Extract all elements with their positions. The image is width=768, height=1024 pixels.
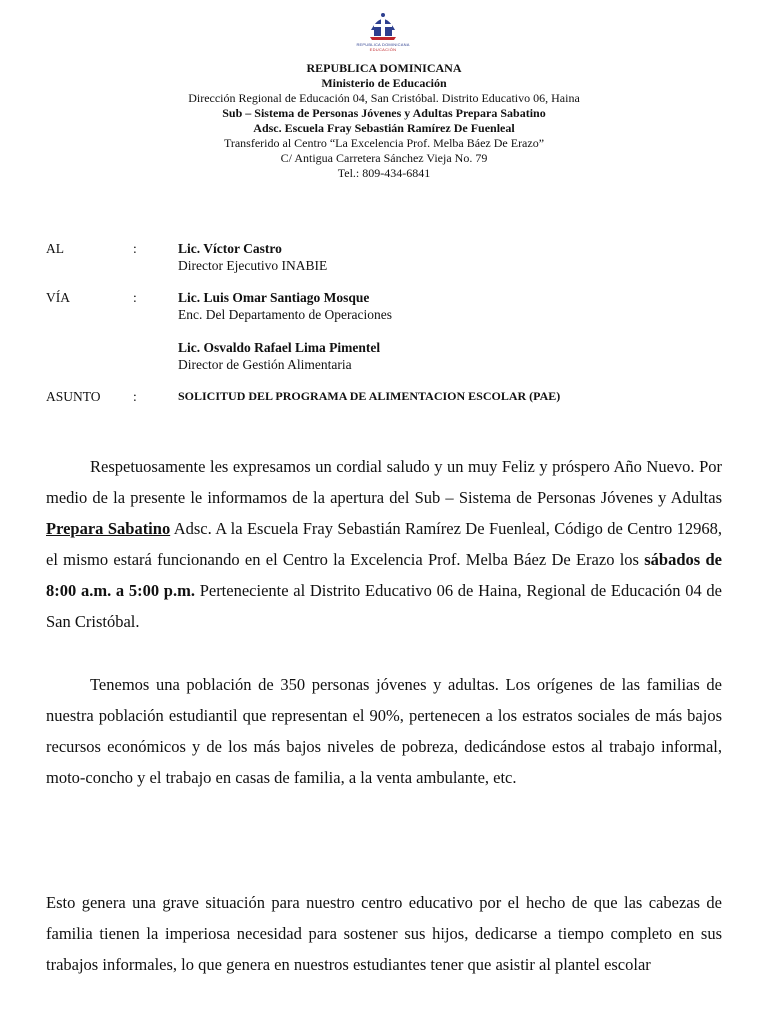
p1-text-b: Adsc. A la Escuela Fray Sebastián Ramírez De Fuenleal, Código de Centro 12968, el mismo estará funcionando en el Centro la Excelencia Prof. Melba Báez De Erazo los	[46, 519, 722, 569]
memo-to-colon: :	[133, 241, 137, 256]
ministry-seal	[347, 12, 419, 62]
memo-to-name: Lic. Víctor Castro	[178, 241, 282, 256]
body-paragraph-2: Tenemos una población de 350 personas jóvenes y adultas. Los orígenes de las familias de nuestra población estudiantil que representan el 90%, pertenecen a los estratos sociales de más bajos recursos económicos y de los más bajos niveles de pobreza, dedicándose estos al trabajo informal, moto-concho y el trabajo en casas de familia, a la venta ambulante, etc.	[46, 675, 722, 787]
memo-via-name-2: Lic. Osvaldo Rafael Lima Pimentel	[178, 340, 381, 355]
body-paragraph-1	[46, 451, 722, 637]
header-transfer: Transferido al Centro “La Excelencia Prof. Melba Báez De Erazo”	[223, 136, 545, 150]
memo-via-name-1: Lic. Luis Omar Santiago Mosque	[178, 290, 370, 305]
p1-schedule: sábados de 8:00 a.m. a 5:00 p.m.	[46, 550, 722, 600]
memo-subject-colon: :	[133, 389, 137, 404]
header-subsystem: Sub – Sistema de Personas Jóvenes y Adultas Prepara Sabatino	[222, 106, 546, 120]
header-country: REPUBLICA DOMINICANA	[306, 61, 462, 75]
memo-via-title-2: Director de Gestión Alimentaria	[178, 357, 352, 372]
memo-subject-text: SOLICITUD DEL PROGRAMA DE ALIMENTACION ESCOLAR (PAE)	[178, 389, 561, 403]
memo-via-colon: :	[133, 290, 137, 305]
seal-education-text: EDUCACIÓN	[369, 47, 397, 52]
memo-to-value	[178, 240, 327, 274]
memo-via-title-1: Enc. Del Departamento de Operaciones	[178, 307, 393, 322]
p1-text-a: Respetuosamente les expresamos un cordial saludo y un muy Feliz y próspero Año Nuevo. Por medio de la presente le informamos de la apertura del Sub – Sistema de Personas Jóvenes y Adultas	[46, 457, 722, 507]
body-paragraph-3: Esto genera una grave situación para nuestro centro educativo por el hecho de que las cabezas de familia tienen la imperiosa necesidad para sostener sus hijos, dedicarse a tiempo completo en sus trabajos informales, lo que genera en nuestros estudiantes tener que asistir al plantel escolar	[46, 893, 722, 974]
memo-subject-label: ASUNTO	[46, 389, 101, 404]
header-phone: Tel.: 809-434-6841	[337, 166, 431, 180]
memo-via-value-2	[178, 339, 380, 373]
coat-of-arms-icon	[368, 12, 398, 42]
p1-text-c: Perteneciente al Distrito Educativo 06 de Haina, Regional de Educación 04 de San Cristóbal.	[46, 581, 722, 631]
p1-program-name: Prepara Sabatino	[46, 519, 171, 538]
memo-via-value-1	[178, 289, 392, 323]
header-ministry: Ministerio de Educación	[321, 76, 447, 90]
header-address: C/ Antigua Carretera Sánchez Vieja No. 79	[280, 151, 488, 165]
seal-country-text: REPUBLICA DOMINICANA	[356, 42, 410, 47]
memo-via-label: VÍA	[46, 290, 70, 305]
memo-to-label: AL	[46, 241, 64, 256]
letterhead	[0, 61, 768, 181]
header-school: Adsc. Escuela Fray Sebastián Ramírez De Fuenleal	[253, 121, 515, 135]
header-regional: Dirección Regional de Educación 04, San Cristóbal. Distrito Educativo 06, Haina	[188, 91, 580, 105]
memo-to-title: Director Ejecutivo INABIE	[178, 258, 328, 273]
